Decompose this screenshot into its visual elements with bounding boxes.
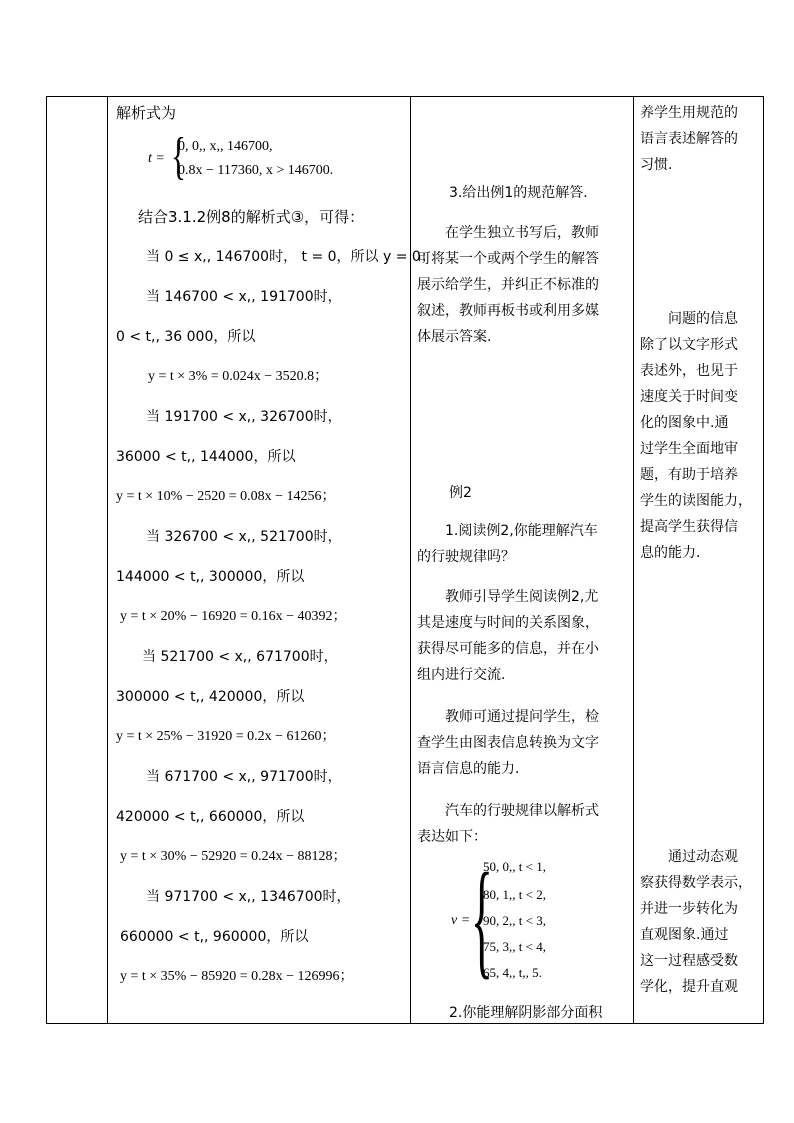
- piecewise-t-lhs: t =: [148, 151, 165, 166]
- teaching-process-column: [411, 97, 633, 1023]
- condition-line: 0 < t,, 36 000，所以: [116, 329, 256, 345]
- step-3-text: 3.给出例1的规范解答.: [449, 185, 588, 201]
- example-2-label: 例2: [449, 485, 472, 501]
- piecewise-t-case1: 0, 0,, x,, 146700,: [178, 139, 273, 154]
- formula-line: y = t × 25% − 31920 = 0.2x − 61260；: [116, 729, 336, 744]
- formula-line: y = t × 30% − 52920 = 0.24x − 88128；: [120, 849, 347, 864]
- condition-line: 660000 < t,, 960000，所以: [120, 929, 309, 945]
- paragraph-line: 体展示答案.: [417, 329, 492, 345]
- piecewise-v-lhs: v =: [451, 913, 471, 928]
- paragraph-line: 直观图象.通过: [640, 927, 729, 943]
- left-brace: {: [170, 128, 186, 185]
- paragraph-line: 在学生独立书写后，教师: [445, 225, 599, 241]
- paragraph-line: 问题的信息: [668, 311, 738, 327]
- condition-line: 当 521700 < x,, 671700时，: [142, 649, 338, 665]
- piecewise-v-case: 80, 1,, t < 2,: [483, 887, 546, 902]
- lesson-plan-table: [46, 96, 764, 1024]
- question-line: 1.阅读例2,你能理解汽车: [445, 523, 598, 539]
- question-line: 的行驶规律吗？: [417, 549, 515, 565]
- paragraph-line: 汽车的行驶规律以解析式: [445, 803, 599, 819]
- condition-line: 当 671700 < x,, 971700时，: [146, 769, 342, 785]
- left-brace: {: [471, 847, 493, 991]
- design-intent-column: [634, 97, 765, 1023]
- paragraph-line: 语言表述解答的: [640, 131, 738, 147]
- paragraph-line: 获得尽可能多的信息，并在小: [417, 641, 599, 657]
- paragraph-line: 学化，提升直观: [640, 979, 738, 995]
- piecewise-v-case: 65, 4,, t,, 5.: [483, 965, 542, 980]
- paragraph-line: 语言信息的能力.: [417, 761, 520, 777]
- condition-line: 当 971700 < x,, 1346700时，: [146, 889, 351, 905]
- formula-line: y = t × 20% − 16920 = 0.16x − 40392；: [120, 609, 347, 624]
- condition-line: 当 146700 < x,, 191700时，: [146, 289, 342, 305]
- condition-line: 420000 < t,, 660000，所以: [116, 809, 305, 825]
- paragraph-line: 察获得数学表示，: [640, 875, 752, 891]
- paragraph-line: 息的能力.: [640, 545, 701, 561]
- paragraph-line: 学生的读图能力，: [640, 493, 752, 509]
- paragraph-line: 叙述，教师再板书或利用多媒: [417, 303, 599, 319]
- question-2-text: 2.你能理解阴影部分面积: [449, 1005, 603, 1021]
- paragraph-line: 并进一步转化为: [640, 901, 738, 917]
- formula-line: y = t × 3% = 0.024x − 3520.8；: [148, 369, 329, 384]
- paragraph-line: 速度关于时间变: [640, 389, 738, 405]
- condition-line: 当 326700 < x,, 521700时，: [146, 529, 342, 545]
- condition-line: 当 0 ≤ x,, 146700时， t = 0，所以 y = 0；: [146, 249, 435, 265]
- paragraph-line: 教师引导学生阅读例2,尤: [445, 589, 599, 605]
- condition-line: 36000 < t,, 144000，所以: [116, 449, 296, 465]
- section-heading: 解析式为: [116, 104, 177, 122]
- formula-line: y = t × 35% − 85920 = 0.28x − 126996；: [120, 969, 354, 984]
- combine-text: 结合3.1.2例8的解析式③，可得：: [138, 208, 365, 226]
- condition-line: 300000 < t,, 420000，所以: [116, 689, 305, 705]
- paragraph-line: 化的图象中.通: [640, 415, 729, 431]
- paragraph-line: 展示给学生，并纠正不标准的: [417, 277, 599, 293]
- condition-line: 当 191700 < x,, 326700时，: [146, 409, 342, 425]
- paragraph-line: 可将某一个或两个学生的解答: [417, 251, 599, 267]
- piecewise-t-case2: 0.8x − 117360, x > 146700.: [178, 163, 334, 178]
- condition-line: 144000 < t,, 300000，所以: [116, 569, 305, 585]
- piecewise-v-case: 90, 2,, t < 3,: [483, 913, 546, 928]
- paragraph-line: 通过动态观: [668, 849, 738, 865]
- formula-line: y = t × 10% − 2520 = 0.08x − 14256；: [116, 489, 336, 504]
- paragraph-line: 教师可通过提问学生，检: [445, 709, 599, 725]
- paragraph-line: 组内进行交流.: [417, 667, 506, 683]
- paragraph-line: 提高学生获得信: [640, 519, 738, 535]
- piecewise-v-case: 50, 0,, t < 1,: [483, 859, 546, 874]
- paragraph-line: 养学生用规范的: [640, 105, 738, 121]
- paragraph-line: 习惯.: [640, 157, 673, 173]
- paragraph-line: 这一过程感受数: [640, 953, 738, 969]
- paragraph-line: 表述外，也见于: [640, 363, 738, 379]
- paragraph-line: 题，有助于培养: [640, 467, 738, 483]
- paragraph-line: 表达如下：: [417, 829, 487, 845]
- math-content-column: [108, 97, 435, 1023]
- piecewise-v-case: 75, 3,, t < 4,: [483, 939, 546, 954]
- paragraph-line: 过学生全面地审: [640, 441, 738, 457]
- paragraph-line: 其是速度与时间的关系图象，: [417, 615, 599, 631]
- paragraph-line: 查学生由图表信息转换为文字: [417, 735, 599, 751]
- paragraph-line: 除了以文字形式: [640, 337, 738, 353]
